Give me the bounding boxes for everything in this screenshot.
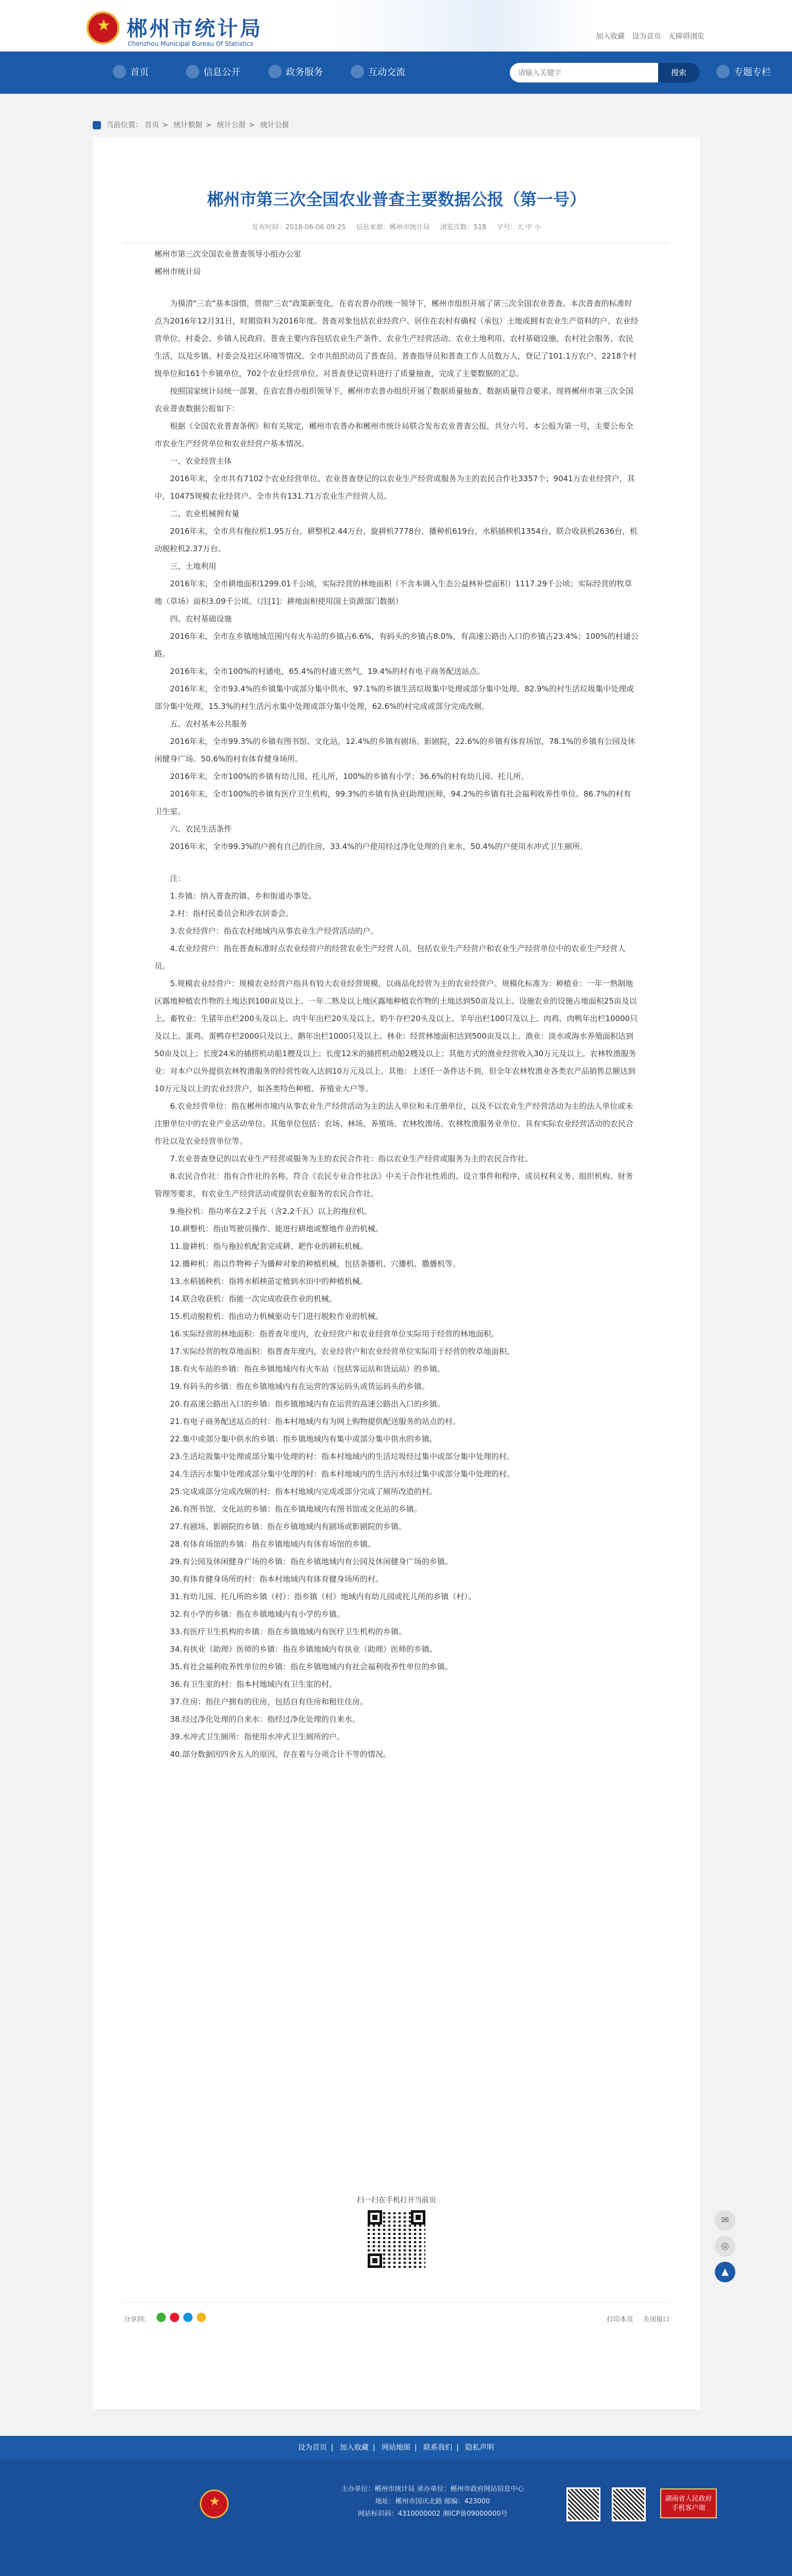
add-favorite-link[interactable]: 加入收藏 <box>596 32 625 41</box>
article-title: 郴州市第三次全国农业普查主要数据公报（第一号） <box>206 190 586 209</box>
font-size-switch[interactable]: 字号：大 中 小 <box>496 224 541 231</box>
article-paragraph: 注： <box>170 874 186 883</box>
article-paragraph: 40.部分数据因四舍五入的原因，存在着与分项合计不等的情况。 <box>170 1750 391 1759</box>
article-paragraph: 26.有图书馆、文化站的乡镇：指在乡镇地域内有图书馆或文化站的乡镇。 <box>170 1504 422 1514</box>
article-paragraph: 15.机动脱粒机：指由动力机械驱动专门进行脱粒作业的机械。 <box>170 1312 383 1321</box>
article-paragraph: 为摸清"三农"基本国情，贯彻"三农"政策新变化，在省农普办的统一领导下，郴州市组织开展了第三次全国农业普查。本次普查的标准时点为2016年12月31日，时期资料为2016年度。普查对象包括农业经营户、居住在农村有确权（承包）土地或拥有农业生产资料的户、农业经营单位、村委会、乡镇人民政府。普查主要内容包括农业生产条件、农业生产经营活动、农业土地利用、农村基础设施、农村社会服务、农民生活，以及乡镇、村委会及社区环境等情况。全市共组织动员了普查员、普查指导员和普查工作人员数万人，登记了101.1万农户、2218个村级单位和161个乡镇单位，702个农业经营单位。对普查登记资料进行了质量抽查，完成了主要数据的汇总。 <box>154 299 639 378</box>
qr-code-image <box>368 2210 425 2268</box>
article-paragraph: 14.联合收获机：指能一次完成收获作业的机械。 <box>170 1294 337 1303</box>
article-paragraph: 35.有社会福利收养性单位的乡镇：指在乡镇地域内有社会福利收养性单位的乡镇。 <box>170 1662 453 1671</box>
article-paragraph: 2016年末，全市93.4%的乡镇集中或部分集中供水，97.1%的乡镇生活垃圾集中处理或部分集中处理。82.9%的村生活垃圾集中处理或部分集中处理，15.3%的村生活污水集中处理或部分集中处理，62.6%的村完成或部分完成改厕。 <box>154 684 634 711</box>
footer-links: 设为首页 | 加入收藏 | 网站地图 | 联系我们 | 隐私声明 <box>0 2436 792 2460</box>
article-paragraph: 34.有执业（助理）医师的乡镇：指在乡镇地域内有执业（助理）医师的乡镇。 <box>170 1645 437 1654</box>
article-paragraph: 2016年末，全市100%的乡镇有医疗卫生机构，99.3%的乡镇有执业(助理)医师，94.2%的乡镇有社会福利收养性单位。86.7%的村有卫生室。 <box>154 789 631 816</box>
site-header <box>0 0 792 52</box>
nav-item-special-topics[interactable]: 专题专栏 <box>705 52 782 94</box>
wechat-icon[interactable] <box>157 2313 166 2322</box>
article-paragraph: 12.播种机：指以作物种子为播种对象的种植机械，包括条播机、穴播机、撒播机等。 <box>170 1259 460 1268</box>
article-paragraph: 28.有体育场馆的乡镇：指在乡镇地域内有体育场馆的乡镇。 <box>170 1539 375 1549</box>
breadcrumb-item[interactable]: 统计公报 <box>260 121 289 129</box>
location-icon <box>93 121 101 129</box>
wechat-icon[interactable]: ✉ <box>715 2210 735 2231</box>
footer-link[interactable]: 联系我们 <box>423 2444 453 2452</box>
article-meta <box>93 222 700 231</box>
article-paragraph: 23.生活垃圾集中处理或部分集中处理的村：指本村地域内的生活垃圾经过集中或部分集中处理的村。 <box>170 1452 514 1461</box>
site-footer <box>0 2460 792 2576</box>
article-paragraph: 4.农业经营户：指在普查标准时点农业经营户的经营农业生产经营人员，包括农业生产经营户和农业生产经营单位中的农业生产经营人员。 <box>154 944 626 971</box>
article-paragraph: 24.生活污水集中处理或部分集中处理的村：指本村地域内的生活污水经过集中或部分集中处理的村。 <box>170 1469 514 1479</box>
article-paragraph: 7.农业普查登记的以农业生产经营或服务为主的农民合作社：指以农业生产经营或服务为主的农民合作社。 <box>170 1154 533 1163</box>
article-paragraph: 32.有小学的乡镇：指在乡镇地域内有小学的乡镇。 <box>170 1609 345 1619</box>
gov-app-badge[interactable]: 湖南省人民政府 手机客户端 <box>660 2488 717 2518</box>
article-paragraph: 三、土地利用 <box>170 562 217 571</box>
header-banner-image <box>330 0 597 52</box>
article-paragraph: 郴州市第三次全国农业普查领导小组办公室 <box>154 249 302 259</box>
breadcrumb-item[interactable]: 统计数据 <box>174 121 203 129</box>
article-paragraph: 按照国家统计局统一部署，在省农普办组织领导下，郴州市农普办组织开展了数据质量抽查，数据质量符合要求。现将郴州市第三次全国农业普查数据公报如下： <box>154 386 634 413</box>
footer-link[interactable]: 网站地图 <box>382 2444 410 2452</box>
article-paragraph: 19.有码头的乡镇：指在乡镇地域内有在运营的客运码头或货运码头的乡镇。 <box>170 1382 429 1391</box>
chat-icon <box>351 65 364 78</box>
article-paragraph: 2016年末，全市耕地面积1299.01千公顷，实际经营的林地面积（不含本调入生态公益林补偿面积）1117.29千公顷；实际经营的牧草地（草场）面积3.09千公顷。（注[1]：耕地面积使用国土资源部门数据） <box>154 579 632 606</box>
article-paragraph: 5.规模农业经营户：规模农业经营户指具有较大农业经营规模，以商品化经营为主的农业经营户。规模化标准为：种植业：一年一熟制地区露地种植农作物的土地达到100亩及以上、一年二熟及以上地区露地种植农作物的土地达到50亩及以上、设施农业的设施占地面积25亩及以上。畜牧业：生猪年出栏200头及以上、肉牛年出栏20头及以上、奶牛存栏20头及以上、羊年出栏100只及以上、肉鸡、肉鸭年出栏10000只及以上、蛋鸡、蛋鸭存栏2000只及以上、鹅年出栏1000只及以上。林业：经营林地面积达到500亩及以上。渔业：淡水或海水养殖面积达到50亩及以上；长度24米的捕捞机动船1艘及以上；长度12米的捕捞机动船2艘及以上；其他方式的渔业经营收入30万元及以上。农林牧渔服务业：对本户以外提供农林牧渔服务的经营性收入达到10万元及以上。其他：上述任一条件达不到，但全年农林牧渔业各类农产品销售总额达到10万元及以上的农业经营户，如各类特色种植、养殖业大户等。 <box>154 979 638 1093</box>
footer-qr-code <box>566 2487 600 2521</box>
share-label: 分享到： <box>124 2316 151 2324</box>
article-paragraph: 一、农业经营主体 <box>170 456 232 466</box>
view-count: 浏览次数：518 <box>440 224 487 231</box>
qq-icon[interactable] <box>183 2313 193 2322</box>
article-paragraph: 9.拖拉机：指功率在2.2千瓦（含2.2千瓦）以上的拖拉机。 <box>170 1207 372 1216</box>
gov-emblem-icon <box>200 2489 229 2518</box>
service-icon <box>268 65 282 78</box>
article-paragraph: 2.村：指村民委员会和涉农居委会。 <box>170 909 294 918</box>
set-homepage-link[interactable]: 设为首页 <box>632 32 661 41</box>
article-paragraph: 36.有卫生室的村：指本村地域内有卫生室的村。 <box>170 1680 337 1689</box>
article-paragraph: 2016年末，全市99.3%的乡镇有图书馆、文化站，12.4%的乡镇有剧场、影剧院，22.6%的乡镇有体育场馆，78.1%的乡镇有公园及休闲健身广场。50.6%的村有体育健身场所。 <box>154 737 635 764</box>
article-paragraph: 四、农村基础设施 <box>170 614 232 623</box>
article-paragraph: 2016年末，全市共有拖拉机1.95万台，耕整机2.44万台，旋耕机7778台，播种机619台，水稻插秧机1354台，联合收获机2636台，机动脱粒机2.37万台。 <box>154 527 638 553</box>
weibo-icon[interactable]: ◎ <box>715 2236 735 2257</box>
home-icon <box>113 65 126 78</box>
site-name[interactable]: 郴州市统计局 <box>127 16 263 41</box>
article-paragraph: 2016年末，全市100%的乡镇有幼儿园、托儿所，100%的乡镇有小学；36.6%的村有幼儿园、托儿所。 <box>170 772 529 781</box>
article-paragraph: 29.有公园及休闲健身广场的乡镇：指在乡镇地域内有公园及休闲健身广场的乡镇。 <box>170 1557 453 1566</box>
article-paragraph: 1.乡镇：纳入普查的镇、乡和街道办事处。 <box>170 891 317 901</box>
article-paragraph: 六、农民生活条件 <box>170 824 232 834</box>
article-paragraph: 16.实际经营的林地面积：指普查年度内，农业经营户和农业经营单位实际用于经营的林地面积。 <box>170 1329 499 1338</box>
article-paragraph: 17.实际经营的牧草地面积：指普查年度内，农业经营户和农业经营单位实际用于经营的牧草地面积。 <box>170 1347 514 1356</box>
article-paragraph: 30.有体育健身场所的村：指本村地域内有体育健身场所的村。 <box>170 1574 383 1584</box>
search-button[interactable]: 搜索 <box>658 63 699 82</box>
article-paragraph: 33.有医疗卫生机构的乡镇：指在乡镇地域内有医疗卫生机构的乡镇。 <box>170 1627 406 1636</box>
footer-link[interactable]: 加入收藏 <box>339 2444 369 2452</box>
article-paragraph: 二、农业机械拥有量 <box>170 509 240 518</box>
article-paragraph: 2016年末，全市100%的村通电，65.4%的村通天然气，19.4%的村有电子商务配送站点。 <box>170 667 485 676</box>
close-window-button[interactable]: 关闭窗口 <box>642 2316 669 2324</box>
article-body <box>154 245 639 1763</box>
article-card <box>93 137 700 2409</box>
footer-qr-code <box>612 2487 646 2521</box>
breadcrumb-item[interactable]: 统计公报 <box>217 121 246 129</box>
site-subtitle: Chenzhou Municipal Bureau Of Statistics <box>128 40 253 47</box>
article-paragraph: 11.旋耕机：指与拖拉机配套完成耕、耙作业的耕耘机械。 <box>170 1242 368 1251</box>
article-paragraph: 五、农村基本公共服务 <box>170 719 248 728</box>
article-paragraph: 21.有电子商务配送站点的村：指本村地域内有为网上购物提供配送服务的站点的村。 <box>170 1417 460 1426</box>
article-paragraph: 39.水冲式卫生厕所：指使用水冲式卫生厕所的户。 <box>170 1732 345 1741</box>
breadcrumb-item[interactable]: 首页 <box>144 121 159 129</box>
article-paragraph: 6.农业经营单位：指在郴州市境内从事农业生产经营活动为主的法人单位和未注册单位，以及不以农业生产经营活动为主的法人单位或未注册单位中的农业产业活动单位。其他单位包括：农场、林场、养殖场、农林牧渔场、农林牧渔服务业单位、具有实际农业经营活动的农民合作社以及农业经营单位等。 <box>154 1101 634 1146</box>
page-actions <box>599 2314 669 2324</box>
publish-time: 发布时间：2018-06-06 09:25 <box>252 224 346 231</box>
main-nav <box>0 52 792 94</box>
nav-item-gov-service[interactable]: 政务服务 <box>257 52 334 94</box>
accessibility-link[interactable]: 无障碍浏览 <box>668 32 704 41</box>
breadcrumb: 当前位置： 首页 > 统计数据 > 统计公报 > 统计公报 <box>93 120 700 130</box>
top-links <box>591 31 704 41</box>
search-input[interactable] <box>510 63 658 82</box>
article-paragraph: 3.农业经营户：指在农村地域内从事农业生产经营活动的户。 <box>170 926 378 936</box>
info-icon <box>186 65 199 78</box>
footer-link[interactable]: 隐私声明 <box>465 2444 494 2452</box>
article-paragraph: 38.经过净化处理的自来水：指经过净化处理的自来水。 <box>170 1715 360 1724</box>
qr-label: 扫一扫在手机打开当前页 <box>357 2196 436 2205</box>
nav-item-info-disclosure[interactable]: 信息公开 <box>175 52 251 94</box>
article-paragraph: 2016年末，全市99.3%的户拥有自己的住房，33.4%的户使用经过净化处理的自来水，50.4%的户使用水冲式卫生厕所。 <box>170 842 588 851</box>
nav-item-home[interactable]: 首页 <box>93 52 169 94</box>
weibo-icon[interactable] <box>170 2313 179 2322</box>
topic-icon <box>716 65 730 78</box>
national-emblem-icon <box>87 11 119 44</box>
article-paragraph: 25.完成或部分完成改厕的村：指本村地域内完成或部分完成了厕所改造的村。 <box>170 1487 437 1496</box>
article-paragraph: 31.有幼儿园、托儿所的乡镇（村）：指乡镇（村）地域内有幼儿园或托儿所的乡镇（村）。 <box>170 1592 476 1601</box>
article-paragraph: 根据《全国农业普查条例》和有关规定，郴州市农普办和郴州市统计局联合发布农业普查公报，共分六号。本公报为第一号，主要公布全市农业生产经营单位和农业经营户基本情况。 <box>154 421 634 448</box>
article-paragraph: 2016年末，全市在乡镇地域范围内有火车站的乡镇占6.6%，有码头的乡镇占8.0%，有高速公路出入口的乡镇占23.4%；100%的村通公路。 <box>154 632 639 658</box>
article-paragraph: 20.有高速公路出入口的乡镇：指乡镇地域内有在运营的高速公路出入口的乡镇。 <box>170 1399 445 1409</box>
article-paragraph: 2016年末，全市共有7102个农业经营单位。农业普查登记的以农业生产经营或服务为主的农民合作社3357个；9041万农业经营户，其中，10475规模农业经营户。全市共有131.71万农业生产经营人员。 <box>154 474 635 501</box>
share-bar <box>124 2302 669 2333</box>
nav-item-interaction[interactable]: 互动交流 <box>340 52 416 94</box>
article-paragraph: 10.耕整机：指由驾驶员操作、能进行耕地或整地作业的机械。 <box>170 1224 383 1233</box>
article-paragraph: 8.农民合作社：指有合作社的名称，符合《农民专业合作社法》中关于合作社性质的、设立事件和程序、成员权利义务、组织机构、财务管理等要求，有农业生产经营活动或提供农业服务的农民合作社。 <box>154 1172 633 1198</box>
print-page-button[interactable]: 打印本页 <box>606 2316 633 2324</box>
info-source: 信息来源：郴州市统计局 <box>356 224 430 231</box>
article-paragraph: 22.集中或部分集中供水的乡镇：指乡镇地域内有集中或部分集中供水的乡镇。 <box>170 1434 437 1444</box>
article-paragraph: 郴州市统计局 <box>154 267 201 276</box>
article-paragraph: 13.水稻插秧机：指将水稻秧苗定植到水田中的种植机械。 <box>170 1277 368 1286</box>
back-to-top-icon[interactable]: ▲ <box>715 2262 735 2282</box>
footer-link[interactable]: 设为首页 <box>298 2444 327 2452</box>
article-paragraph: 27.有剧场、影剧院的乡镇：指在乡镇地域内有剧场或影剧院的乡镇。 <box>170 1522 406 1531</box>
article-paragraph: 18.有火车站的乡镇：指在乡镇地域内有火车站（包括客运站和货运站）的乡镇。 <box>170 1364 445 1374</box>
footer-info: 主办单位：郴州市统计局 承办单位：郴州市政府网站信息中心 地址：郴州市国庆北路 邮编：423000 网站标识码：4310000002 湘ICP备09000000号 <box>341 2485 524 2518</box>
article-paragraph: 37.住房：指住户拥有的住房，包括自有住房和租住住房。 <box>170 1697 368 1706</box>
qzone-icon[interactable] <box>197 2313 206 2322</box>
